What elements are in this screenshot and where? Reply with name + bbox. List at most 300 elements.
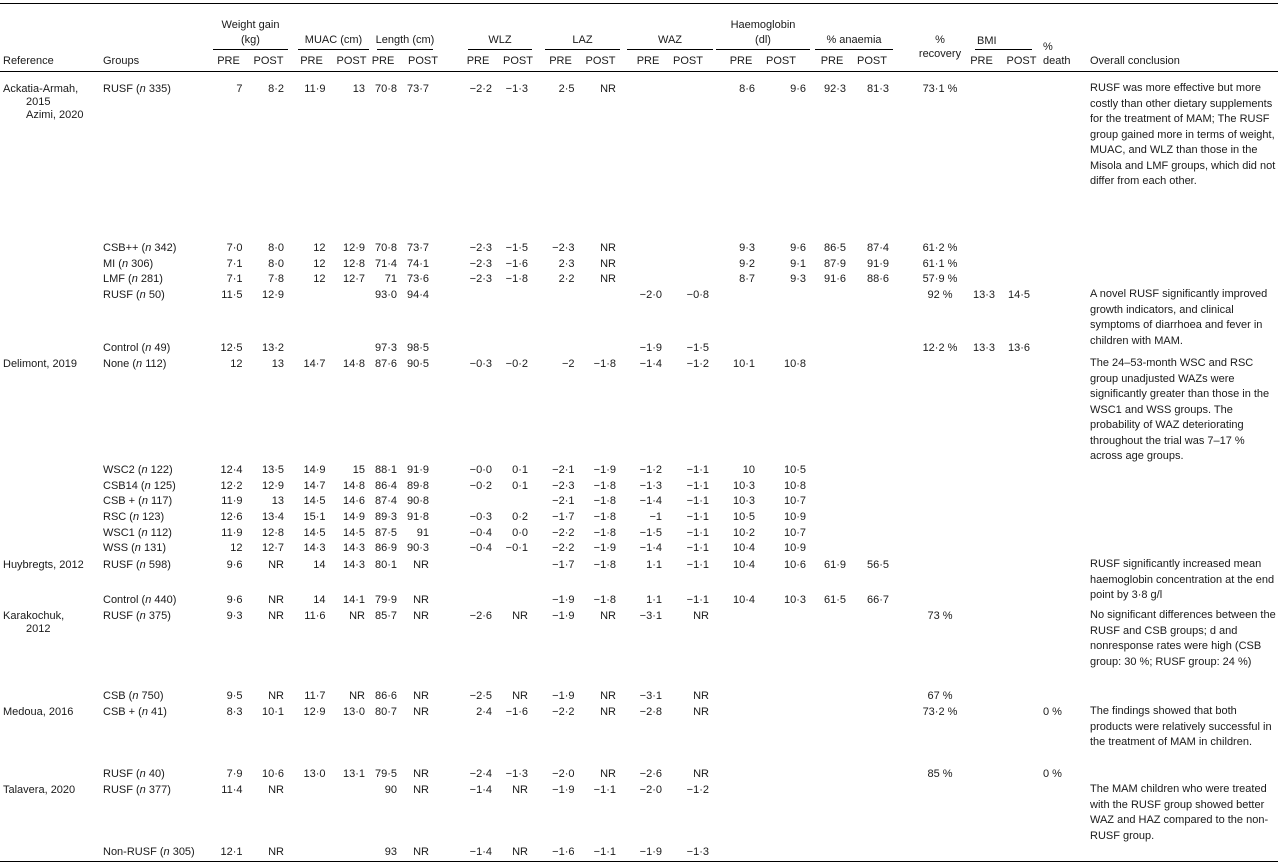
value-cell: NR [693, 768, 709, 780]
value-cell: 9·5 [226, 690, 243, 702]
value-cell: −1·7 [552, 511, 575, 523]
value-cell: −0·3 [469, 511, 492, 523]
group-cell: Control (n 440) [103, 594, 177, 606]
value-cell: 14·5 [342, 527, 365, 539]
value-cell: −1·6 [505, 706, 528, 718]
value-cell: 12 [230, 542, 243, 554]
pre-label: PRE [371, 55, 395, 67]
group-cell: WSS (n 131) [103, 542, 166, 554]
reference-cell: Delimont, 2019 [3, 358, 77, 370]
value-cell: 10·7 [783, 527, 806, 539]
death-cell: 0 % [1043, 768, 1062, 780]
value-cell: 73·7 [406, 242, 429, 254]
value-cell: −1·2 [686, 358, 709, 370]
value-cell: −1·8 [593, 511, 616, 523]
value-cell: NR [512, 690, 528, 702]
value-cell: 80·1 [374, 559, 397, 571]
value-cell: NR [600, 690, 616, 702]
value-cell: 10·6 [261, 768, 284, 780]
value-cell: 10·5 [732, 511, 755, 523]
value-cell: 13 [352, 83, 365, 95]
group-cell: LMF (n 281) [103, 273, 163, 285]
value-cell: 73·6 [406, 273, 429, 285]
header-bmi: BMI [977, 35, 997, 47]
value-cell: −2·3 [469, 242, 492, 254]
value-cell: 9·2 [739, 258, 755, 270]
value-cell: −2·4 [469, 768, 492, 780]
conclusion-cell: The 24–53-month WSC and RSC group unadjusted WAZs were significantly greater than those in the WSC1 and WSS groups. The probability of WAZ deteriorating throughout the trial was 7–17 % across age groups. [1090, 357, 1270, 462]
value-cell: 74·1 [406, 258, 429, 270]
value-cell: 8·7 [739, 273, 755, 285]
value-cell: 66·7 [866, 594, 889, 606]
pre-label: PRE [636, 55, 660, 67]
value-cell: 14·7 [303, 358, 326, 370]
value-cell: −1·1 [593, 784, 616, 796]
value-cell: −2 [561, 358, 575, 370]
header-rule-muac [298, 49, 369, 50]
value-cell: 12·9 [261, 289, 284, 301]
value-cell: −3·1 [639, 690, 662, 702]
value-cell: −2·1 [552, 464, 575, 476]
value-cell: 13·4 [261, 511, 284, 523]
value-cell: 13·1 [342, 768, 365, 780]
value-cell: −2·0 [639, 289, 662, 301]
pre-label: PRE [729, 55, 753, 67]
value-cell: 79·9 [374, 594, 397, 606]
group-cell: RUSF (n 40) [103, 768, 165, 780]
value-cell: −1·4 [639, 358, 662, 370]
pre-label: PRE [300, 55, 323, 67]
value-cell: 12·9 [261, 480, 284, 492]
value-cell: 10·1 [732, 358, 755, 370]
value-cell: −2·3 [552, 242, 575, 254]
bmi-pre-cell: 13·3 [972, 342, 995, 354]
value-cell: −2·6 [639, 768, 662, 780]
value-cell: 86·4 [374, 480, 397, 492]
value-cell: 10·4 [732, 594, 755, 606]
recovery-cell: 92 % [927, 289, 953, 301]
header-hb-l1: Haemoglobin [730, 19, 796, 31]
header-rule-wlz [468, 49, 532, 50]
reference-cell: Karakochuk, [3, 610, 65, 622]
header-groups: Groups [103, 55, 140, 67]
value-cell: NR [268, 594, 284, 606]
value-cell: NR [512, 846, 528, 858]
value-cell: 10 [742, 464, 755, 476]
group-cell: CSB + (n 117) [103, 495, 173, 507]
value-cell: 0·1 [512, 480, 528, 492]
header-rule-anaemia [815, 49, 893, 50]
bmi-post-cell: 13·6 [1007, 342, 1030, 354]
value-cell: −0·0 [469, 464, 492, 476]
value-cell: −1·4 [469, 784, 492, 796]
conclusion-cell: The MAM children who were treated with the RUSF group showed better WAZ and HAZ compared to the non-RUSF group. [1090, 783, 1269, 842]
value-cell: 14·1 [342, 594, 365, 606]
value-cell: −1·3 [639, 480, 662, 492]
group-cell: RUSF (n 50) [103, 289, 165, 301]
value-cell: 14 [313, 559, 326, 571]
value-cell: 98·5 [406, 342, 429, 354]
value-cell: 70·8 [374, 83, 397, 95]
value-cell: 86·9 [374, 542, 397, 554]
reference-cell: 2015 [26, 96, 51, 108]
value-cell: 70·8 [374, 242, 397, 254]
header-wg-l1: Weight gain [221, 19, 280, 31]
recovery-cell: 67 % [927, 690, 953, 702]
value-cell: 15 [352, 464, 365, 476]
value-cell: −2·2 [552, 706, 575, 718]
value-cell: 71·4 [374, 258, 397, 270]
value-cell: 10·6 [783, 559, 806, 571]
conclusion-cell: RUSF significantly increased mean haemoglobin concentration at the end point by 3·8 g/l [1090, 558, 1275, 601]
value-cell: 9·1 [790, 258, 806, 270]
value-cell: −1·9 [552, 784, 575, 796]
recovery-cell: 12·2 % [922, 342, 958, 354]
value-cell: −3·1 [639, 610, 662, 622]
value-cell: 90 [384, 784, 397, 796]
value-cell: −1·4 [639, 542, 662, 554]
value-cell: NR [600, 610, 616, 622]
value-cell: 85·7 [374, 610, 397, 622]
value-cell: 80·7 [374, 706, 397, 718]
value-cell: NR [413, 768, 429, 780]
value-cell: 10·5 [783, 464, 806, 476]
value-cell: 9·6 [790, 83, 806, 95]
value-cell: 90·3 [406, 542, 429, 554]
value-cell: 1·1 [646, 559, 662, 571]
value-cell: −1·8 [593, 527, 616, 539]
value-cell: 14·3 [342, 542, 365, 554]
group-cell: RUSF (n 377) [103, 784, 171, 796]
header-rule-len [377, 49, 433, 50]
value-cell: −2·3 [469, 273, 492, 285]
recovery-cell: 61·2 % [922, 242, 958, 254]
value-cell: 1·1 [646, 594, 662, 606]
value-cell: −2·1 [552, 495, 575, 507]
header-death-l1: % [1043, 41, 1053, 53]
value-cell: −1·9 [593, 542, 616, 554]
post-label: POST [585, 55, 616, 67]
post-label: POST [503, 55, 533, 67]
value-cell: NR [413, 846, 429, 858]
value-cell: 89·3 [374, 511, 397, 523]
value-cell: −1·1 [686, 480, 709, 492]
value-cell: NR [268, 610, 284, 622]
post-label: POST [336, 55, 367, 67]
header-rule-waz [627, 49, 713, 50]
header-bottom-rule [0, 71, 1278, 72]
value-cell: 7·9 [226, 768, 243, 780]
value-cell: 10·3 [732, 480, 755, 492]
value-cell: 71 [384, 273, 397, 285]
value-cell: −1·4 [469, 846, 492, 858]
value-cell: NR [413, 610, 429, 622]
value-cell: −0·1 [505, 542, 528, 554]
value-cell: NR [600, 83, 616, 95]
value-cell: 91·8 [406, 511, 429, 523]
value-cell: 87·5 [374, 527, 397, 539]
top-rule [0, 3, 1278, 4]
recovery-cell: 73·1 % [922, 83, 958, 95]
reference-cell: Talavera, 2020 [3, 784, 76, 796]
value-cell: 12·9 [303, 706, 326, 718]
value-cell: NR [600, 706, 616, 718]
value-cell: −1·4 [639, 495, 662, 507]
header-muac: MUAC (cm) [304, 34, 363, 46]
value-cell: NR [512, 610, 528, 622]
value-cell: −0·8 [686, 289, 709, 301]
value-cell: 12·6 [220, 511, 243, 523]
post-label: POST [253, 55, 284, 67]
value-cell: 56·5 [866, 559, 889, 571]
value-cell: 14·3 [342, 559, 365, 571]
value-cell: 13 [271, 495, 284, 507]
value-cell: 10·4 [732, 559, 755, 571]
group-cell: CSB14 (n 125) [103, 480, 176, 492]
value-cell: 97·3 [374, 342, 397, 354]
group-cell: CSB (n 750) [103, 690, 164, 702]
value-cell: 88·6 [866, 273, 889, 285]
group-cell: RSC (n 123) [103, 511, 165, 523]
value-cell: −2·8 [639, 706, 662, 718]
value-cell: 93·0 [374, 289, 397, 301]
pre-label: PRE [466, 55, 490, 67]
value-cell: −2·3 [552, 480, 575, 492]
death-cell: 0 % [1043, 706, 1062, 718]
value-cell: NR [413, 559, 429, 571]
value-cell: 79·5 [374, 768, 397, 780]
value-cell: −1·2 [639, 464, 662, 476]
post-label: POST [766, 55, 796, 67]
value-cell: 2·4 [476, 706, 492, 718]
value-cell: −1·1 [686, 464, 709, 476]
value-cell: −1·8 [505, 273, 528, 285]
pre-label: PRE [217, 55, 240, 67]
value-cell: −2·5 [469, 690, 492, 702]
value-cell: NR [693, 610, 709, 622]
header-rule-bmi [975, 49, 1032, 50]
header-len: Length (cm) [375, 34, 435, 46]
group-cell: WSC2 (n 122) [103, 464, 173, 476]
value-cell: −1·1 [686, 542, 709, 554]
header-rule-hb [716, 49, 810, 50]
value-cell: 10·9 [783, 511, 806, 523]
value-cell: 88·1 [374, 464, 397, 476]
value-cell: 91·6 [823, 273, 846, 285]
reference-cell: Ackatia-Armah, [3, 83, 79, 95]
group-cell: None (n 112) [103, 358, 167, 370]
value-cell: 12 [313, 273, 326, 285]
value-cell: NR [413, 690, 429, 702]
value-cell: 87·9 [823, 258, 846, 270]
value-cell: 9·3 [226, 610, 243, 622]
value-cell: −1·8 [593, 495, 616, 507]
value-cell: −1·6 [505, 258, 528, 270]
value-cell: 9·6 [226, 559, 243, 571]
value-cell: 87·4 [866, 242, 889, 254]
value-cell: −1·8 [593, 358, 616, 370]
value-cell: 10·7 [783, 495, 806, 507]
value-cell: −0·2 [505, 358, 528, 370]
header-wg-l2: (kg) [241, 34, 260, 46]
group-cell: RUSF (n 598) [103, 559, 171, 571]
bmi-pre-cell: 13·3 [972, 289, 995, 301]
value-cell: NR [693, 690, 709, 702]
header-death-l2: death [1043, 55, 1071, 67]
group-cell: Control (n 49) [103, 342, 171, 354]
value-cell: 7·1 [226, 273, 243, 285]
value-cell: 8·3 [226, 706, 243, 718]
value-cell: −1·1 [686, 559, 709, 571]
value-cell: 14·8 [342, 358, 365, 370]
value-cell: 7·0 [226, 242, 243, 254]
value-cell: 0·2 [512, 511, 528, 523]
value-cell: 86·6 [374, 690, 397, 702]
value-cell: 14·9 [342, 511, 365, 523]
conclusion-cell: A novel RUSF significantly improved growth indicators, and clinical symptoms of diarrhoea and fever in children with MAM. [1090, 288, 1268, 347]
value-cell: 12·9 [342, 242, 365, 254]
value-cell: −1·9 [593, 464, 616, 476]
value-cell: −1·1 [686, 511, 709, 523]
header-wlz: WLZ [488, 34, 512, 46]
value-cell: −1·8 [593, 480, 616, 492]
value-cell: NR [268, 690, 284, 702]
header-reference: Reference [3, 55, 54, 67]
value-cell: −1·5 [639, 527, 662, 539]
value-cell: −1·2 [686, 784, 709, 796]
value-cell: 12·5 [220, 342, 243, 354]
value-cell: 11·9 [221, 527, 243, 539]
value-cell: 11·7 [304, 690, 326, 702]
reference-cell: Huybregts, 2012 [3, 559, 84, 571]
value-cell: 13·0 [342, 706, 365, 718]
pre-label: PRE [549, 55, 572, 67]
value-cell: 14 [313, 594, 326, 606]
bottom-rule [0, 861, 1278, 862]
value-cell: NR [268, 559, 284, 571]
value-cell: 94·4 [406, 289, 429, 301]
post-label: POST [1006, 55, 1037, 67]
value-cell: 14·8 [342, 480, 365, 492]
value-cell: −2·0 [552, 768, 575, 780]
value-cell: −0·3 [469, 358, 492, 370]
recovery-cell: 73 % [927, 610, 953, 622]
value-cell: 2·2 [558, 273, 575, 285]
header-rule-wg [213, 49, 288, 50]
value-cell: −1·8 [593, 559, 616, 571]
value-cell: 91·9 [406, 464, 429, 476]
value-cell: 14·6 [342, 495, 365, 507]
value-cell: 61·9 [823, 559, 846, 571]
header-waz: WAZ [657, 34, 683, 46]
value-cell: 10·8 [783, 358, 806, 370]
value-cell: 73·7 [406, 83, 429, 95]
value-cell: 90·5 [406, 358, 429, 370]
value-cell: 11·4 [221, 784, 243, 796]
value-cell: 90·8 [406, 495, 429, 507]
group-cell: CSB++ (n 342) [103, 242, 177, 254]
header-recovery-l2: recovery [918, 48, 962, 60]
value-cell: 12·2 [220, 480, 243, 492]
value-cell: −1·7 [552, 559, 575, 571]
value-cell: −1·9 [552, 610, 575, 622]
value-cell: 9·3 [790, 273, 806, 285]
value-cell: 12·8 [342, 258, 365, 270]
value-cell: 8·0 [268, 242, 284, 254]
value-cell: −0·4 [469, 542, 492, 554]
value-cell: 92·3 [823, 83, 846, 95]
group-cell: Non-RUSF (n 305) [103, 846, 195, 858]
value-cell: −1·5 [505, 242, 528, 254]
header-rule-laz [545, 49, 620, 50]
value-cell: 10·8 [783, 480, 806, 492]
value-cell: NR [693, 706, 709, 718]
value-cell: 86·5 [823, 242, 846, 254]
value-cell: −1·9 [639, 342, 662, 354]
post-label: POST [857, 55, 887, 67]
value-cell: 10·3 [732, 495, 755, 507]
group-cell: CSB + (n 41) [103, 706, 167, 718]
header-hb-l2: (dl) [755, 34, 771, 46]
conclusion-cell: No significant differences between the RUSF and CSB groups; d and nonresponse rates were high (CSB group: 30 %; RUSF group: 24 %) [1090, 609, 1276, 668]
value-cell: NR [600, 258, 616, 270]
value-cell: −1·3 [505, 768, 528, 780]
value-cell: 10·1 [261, 706, 284, 718]
value-cell: NR [413, 594, 429, 606]
value-cell: 14·9 [303, 464, 326, 476]
pre-label: PRE [970, 55, 993, 67]
value-cell: 10·4 [732, 542, 755, 554]
value-cell: 13 [271, 358, 284, 370]
value-cell: 81·3 [866, 83, 889, 95]
value-cell: 7 [236, 83, 243, 95]
value-cell: 89·8 [406, 480, 429, 492]
value-cell: 12·1 [220, 846, 243, 858]
value-cell: −1·1 [686, 495, 709, 507]
group-cell: RUSF (n 335) [103, 83, 171, 95]
reference-cell: 2012 [26, 623, 51, 635]
value-cell: NR [349, 610, 365, 622]
value-cell: 14·7 [303, 480, 326, 492]
value-cell: NR [268, 784, 284, 796]
header-laz: LAZ [572, 34, 593, 46]
value-cell: −2·2 [552, 527, 575, 539]
group-cell: RUSF (n 375) [103, 610, 171, 622]
value-cell: 2·5 [558, 83, 575, 95]
value-cell: −1 [649, 511, 662, 523]
bmi-post-cell: 14·5 [1007, 289, 1030, 301]
recovery-cell: 61·1 % [922, 258, 958, 270]
pre-label: PRE [820, 55, 844, 67]
value-cell: 14·3 [303, 542, 326, 554]
value-cell: 0·1 [512, 464, 528, 476]
value-cell: 11·9 [304, 83, 326, 95]
value-cell: 12·8 [261, 527, 284, 539]
value-cell: 12 [313, 258, 326, 270]
value-cell: NR [413, 784, 429, 796]
value-cell: 9·3 [739, 242, 755, 254]
header-conclusion: Overall conclusion [1090, 55, 1180, 67]
value-cell: −2·6 [469, 610, 492, 622]
value-cell: −1·3 [505, 83, 528, 95]
value-cell: 10·2 [732, 527, 755, 539]
value-cell: 8·2 [268, 83, 284, 95]
value-cell: 7·1 [226, 258, 243, 270]
value-cell: 14·5 [303, 527, 326, 539]
value-cell: −1·5 [686, 342, 709, 354]
value-cell: 10·9 [783, 542, 806, 554]
value-cell: 15·1 [303, 511, 326, 523]
